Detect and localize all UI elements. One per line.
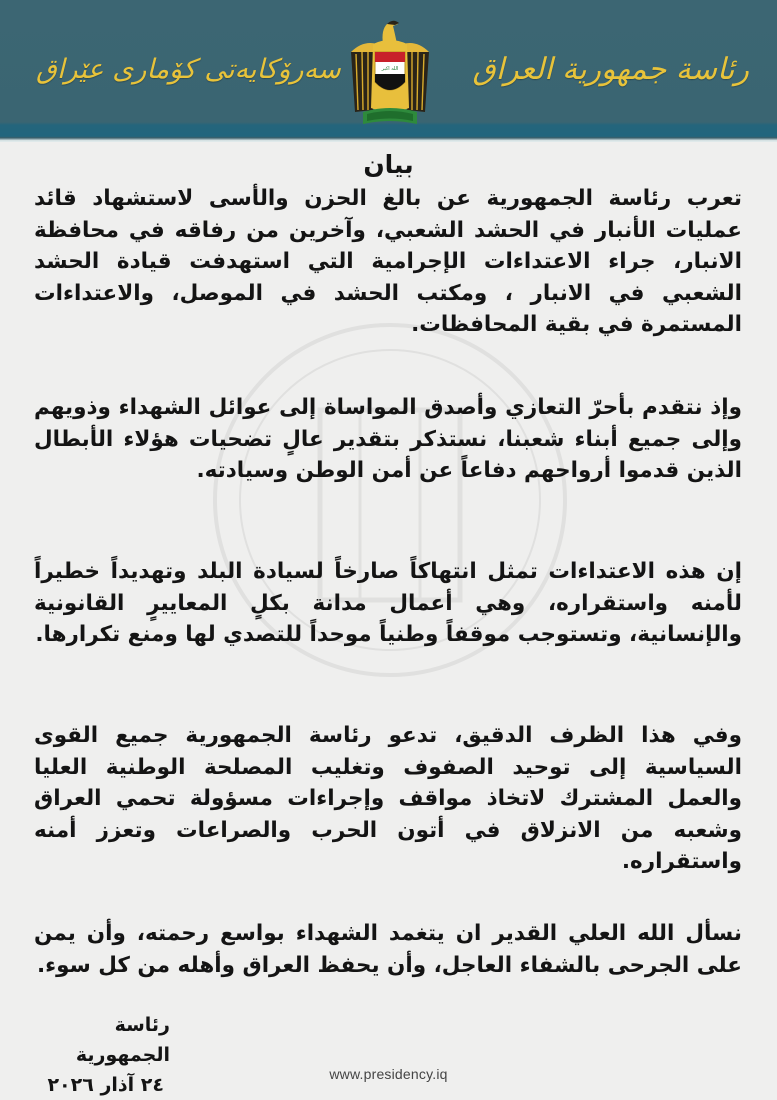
paragraph-prayer: نسأل الله العلي القدير ان يتغمد الشهداء بواسع رحمته، وأن يمن على الجرحى بالشفاء العاجل، وأن يحفظ العراق وأهله من كل سوء. xyxy=(34,921,742,978)
footer-website-url: www.presidency.iq xyxy=(329,1066,448,1082)
header-banner xyxy=(0,0,777,142)
paragraph-sympathy: وإذ نتقدم بأحرّ التعازي وأصدق المواساة إلى عوائل الشهداء وذويهم وإلى جميع أبناء شعبنا، نستذكر بتقدير عالٍ تضحيات هؤلاء الأبطال الذين قدموا أرواحهم دفاعاً عن أمن الوطن وسيادته. xyxy=(34,395,742,483)
signature-block xyxy=(30,1010,170,1100)
document-title: بيان xyxy=(363,150,414,179)
paragraph-call-for-unity: وفي هذا الظرف الدقيق، تدعو رئاسة الجمهورية جميع القوى السياسية إلى توحيد الصفوف وتغليب المصلحة الوطنية العليا والعمل المشترك لاتخاذ مواقف وإجراءات مسؤولة تحمي العراق وشعبه من الانزلاق في أتون الحرب والصراعات وتعزز أمنه واستقراره. xyxy=(34,723,742,874)
svg-text:الله اكبر: الله اكبر xyxy=(381,66,399,72)
header-title-kurdish: سەرۆکایەتی کۆماری عێراق xyxy=(36,54,341,85)
paragraph-condolence: تعرب رئاسة الجمهورية عن بالغ الحزن والأسى لاستشهاد قائد عمليات الأنبار في الحشد الشعبي، وآخرين من رفاقه في محافظة الانبار، جراء الاعتداءات الإجرامية التي استهدفت قيادة الحشد الشعبي في الانبار ، ومكتب الحشد في الموصل، والاعتداءات المستمرة في بقية المحافظات. xyxy=(34,186,742,337)
header-title-arabic: رئاسة جمهورية العراق xyxy=(472,52,749,87)
signature-issuer: رئاسة الجمهورية xyxy=(75,1014,170,1066)
iraq-eagle-emblem-icon xyxy=(343,12,437,130)
signature-date: ٢٤ آذار ٢٠٢٦ xyxy=(47,1074,164,1096)
paragraph-condemnation: إن هذه الاعتداءات تمثل انتهاكاً صارخاً لسيادة البلد وتهديداً خطيراً لأمنه واستقراره، وهي أعمال مدانة بكلٍ المعاييرٍ القانونية والإنسانية، وتستوجب موقفاً وطنياً موحداً للتصدي لها ومنع تكرارها. xyxy=(34,559,742,647)
